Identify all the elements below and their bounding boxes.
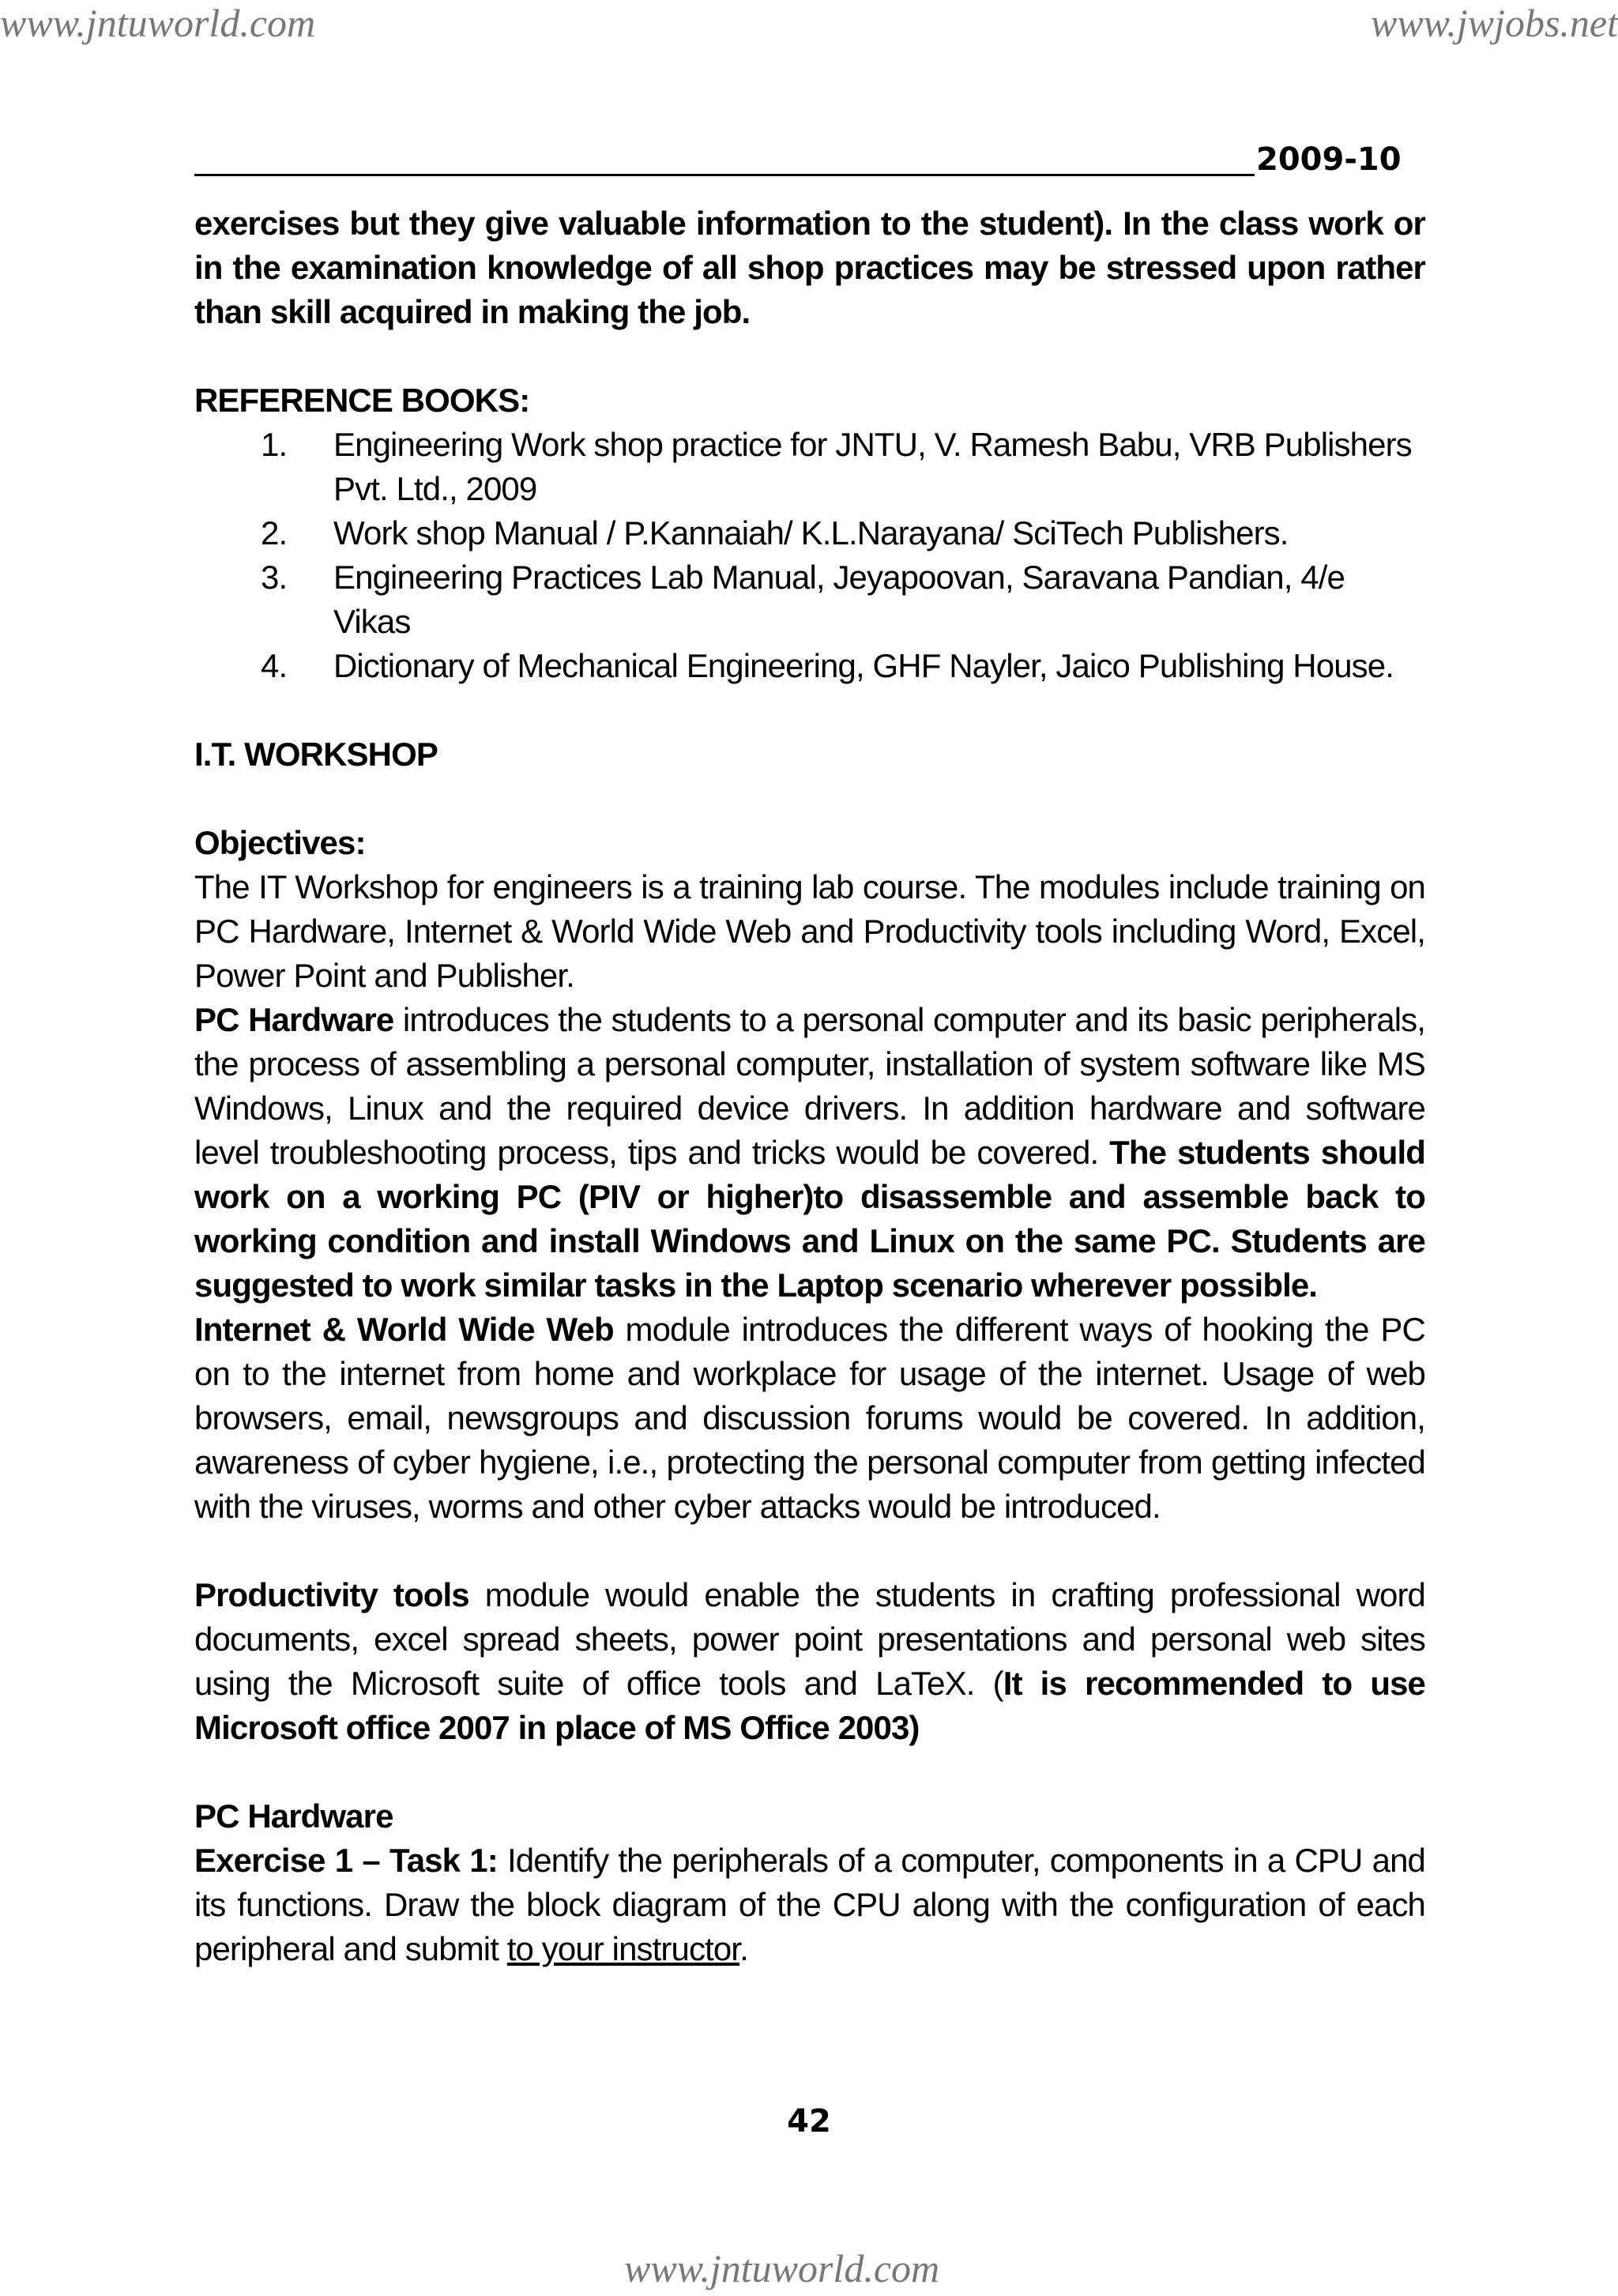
reference-item-text: Engineering Work shop practice for JNTU, V. Ramesh Babu, VRB Publishers Pvt. Ltd., 2009 [333,426,1412,507]
pc-hardware-lead: PC Hardware [194,1001,394,1038]
productivity-bold-text: It is recommended to use Microsoft office 2007 in place of MS Office 2003) [194,1665,1425,1746]
pc-hardware-bold-text: The students should work on a working PC (PIV or higher)to disassemble and assemble back to working condition and install Windows and Linux on the same PC. Students are suggested to work similar tasks in the Laptop scenario wherever possible. [194,1134,1425,1304]
reference-item-number: 1. [261,426,288,463]
internet-text: module introduces the different ways of hooking the PC on to the internet from home and workplace for usage of the internet. Usage of web browsers, email, newsgroups and discussion forums would be covered. In addition, awareness of cyber hygiene, i.e., protecting the personal computer from getting infected with the viruses, worms and other cyber attacks would be introduced. [194,1311,1425,1525]
reference-item [194,423,1425,511]
watermark-top-right: www.jwjobs.net [1370,1,1618,45]
reference-books-heading: REFERENCE BOOKS: [194,382,530,419]
internet-lead: Internet & World Wide Web [194,1311,614,1348]
header-rule [194,174,1255,176]
document-body [194,201,1425,1971]
productivity-paragraph [194,1573,1425,1750]
it-workshop-heading: I.T. WORKSHOP [194,736,438,773]
exercise-1-end: . [739,1930,748,1967]
pc-hardware-text: introduces the students to a personal computer and its basic peripherals, the process of assembling a personal computer, installation of system software like MS Windows, Linux and the required device drivers. In addition hardware and software level troubleshooting process, tips and tricks would be covered. [194,1001,1425,1171]
reference-item-text: Dictionary of Mechanical Engineering, GHF Nayler, Jaico Publishing House. [333,647,1394,684]
exercise-1-lead: Exercise 1 – Task 1: [194,1842,498,1879]
watermark-bottom: www.jntuworld.com [624,2246,940,2290]
productivity-text: module would enable the students in crafting professional word documents, excel spread sheets, power point presentations and personal web sites using the Microsoft suite of office tools and LaTeX. ( [194,1576,1425,1702]
watermark-top-left: www.jntuworld.com [0,1,316,45]
pc-hardware-paragraph [194,998,1425,1308]
reference-item [194,511,1425,555]
exercise-1-underlined: to your instructor [506,1930,740,1967]
reference-books-list [194,423,1425,688]
page-number: 42 [787,2103,831,2140]
objectives-heading: Objectives: [194,824,366,861]
reference-item-text: Work shop Manual / P.Kannaiah/ K.L.Narayana/ SciTech Publishers. [333,514,1289,551]
exercise-1-text: Identify the peripherals of a computer, components in a CPU and its functions. Draw the block diagram of the CPU along with the configuration of each peripheral and submit [194,1842,1426,1967]
reference-item-number: 3. [261,559,288,596]
reference-item-text: Engineering Practices Lab Manual, Jeyapoovan, Saravana Pandian, 4/e Vikas [333,559,1345,640]
header-year: 2009-10 [1256,141,1402,178]
internet-paragraph [194,1308,1425,1529]
reference-item-number: 2. [261,514,288,551]
intro-paragraph: exercises but they give valuable information to the student). In the class work or in the examination knowledge of all shop practices may be stressed upon rather than skill acquired in making the job. [194,205,1425,330]
objectives-text: The IT Workshop for engineers is a training lab course. The modules include training on PC Hardware, Internet & World Wide Web and Productivity tools including Word, Excel, Power Point and Publisher. [194,868,1425,994]
reference-item [194,555,1425,644]
reference-item-number: 4. [261,647,288,684]
exercise-1-paragraph [194,1839,1425,1971]
productivity-lead: Productivity tools [194,1576,469,1613]
pc-hardware-section-heading: PC Hardware [194,1797,393,1835]
reference-item [194,644,1425,688]
